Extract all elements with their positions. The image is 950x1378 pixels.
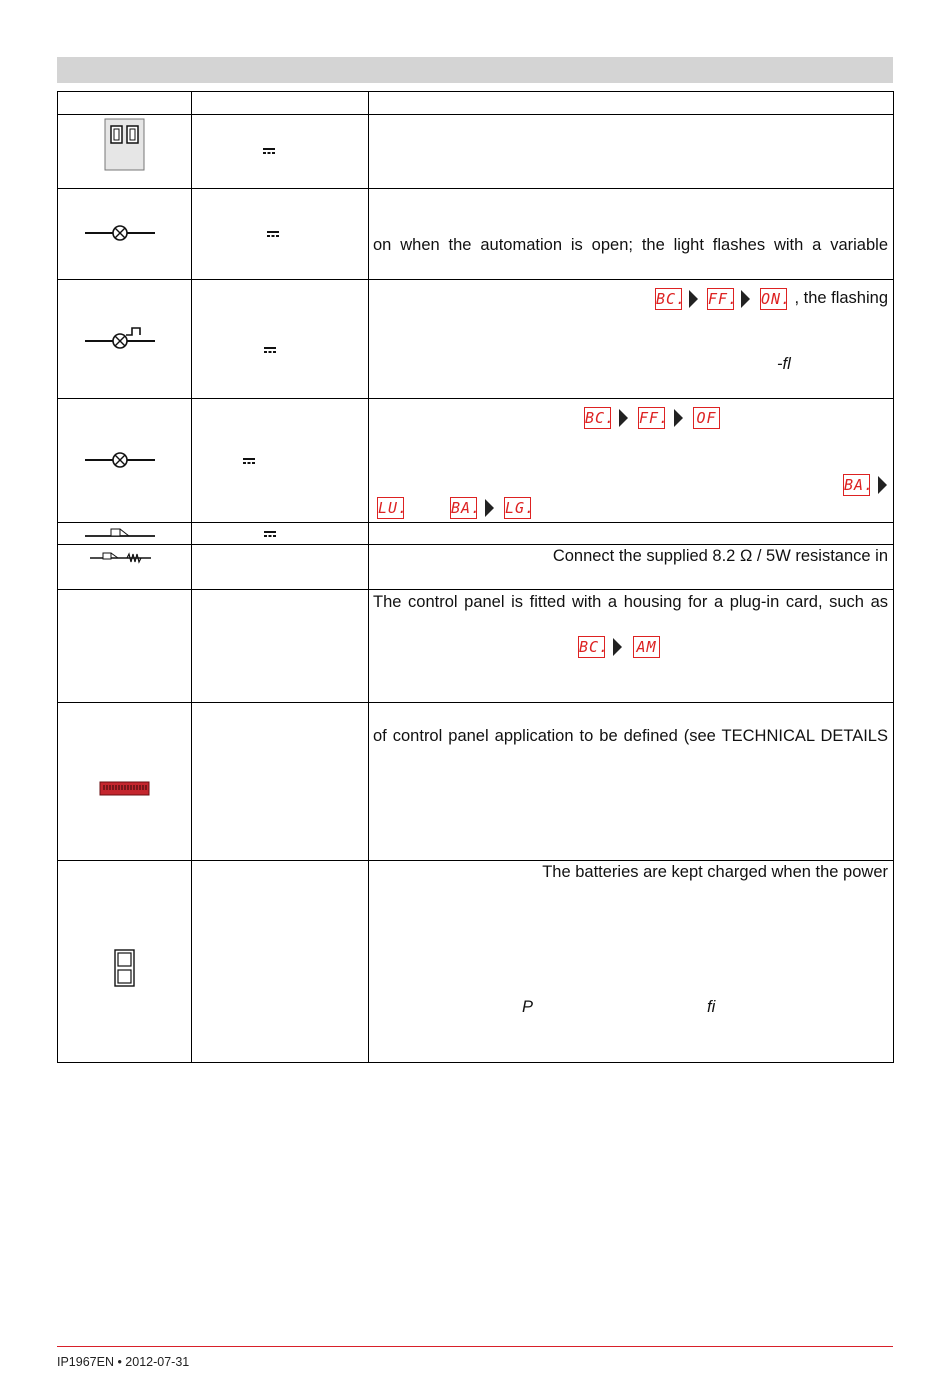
display-code: BC. — [656, 290, 687, 308]
description-text: The control panel is fitted with a housing for a plug-in card, such as — [373, 593, 888, 611]
terminal-cell — [192, 590, 369, 702]
display-code: LU. — [378, 499, 409, 517]
display-code: LG. — [505, 499, 536, 517]
description-fragment: -fl — [777, 355, 791, 373]
description-cell — [369, 545, 893, 589]
table-row — [57, 189, 894, 280]
arrow-right-icon — [689, 290, 698, 308]
table-row — [57, 590, 894, 703]
footer-doc-ref: IP1967EN • 2012-07-31 — [57, 1355, 190, 1369]
safety-edge-symbol-icon — [58, 523, 192, 545]
symbol-cell — [58, 189, 192, 279]
edge-resistor-symbol-icon — [58, 545, 192, 590]
display-code: AM — [633, 636, 660, 658]
display-code: BC. — [585, 409, 616, 427]
table-row — [57, 861, 894, 1063]
terminal-cell — [192, 523, 369, 544]
terminal-cell — [192, 399, 369, 522]
description-cell — [369, 189, 893, 279]
symbol-cell — [58, 590, 192, 702]
table-row — [57, 703, 894, 861]
symbol-cell — [58, 545, 192, 589]
symbol-cell — [58, 523, 192, 544]
table-row — [57, 399, 894, 523]
description-cell — [369, 523, 893, 544]
description-fragment: P — [522, 998, 534, 1016]
battery-connector-icon — [58, 861, 192, 1063]
arrow-right-icon — [613, 638, 622, 656]
terminal-cell — [192, 703, 369, 860]
description-text: Connect the supplied 8.2 Ω / 5W resistance in — [552, 547, 888, 565]
description-text: , the flashing — [794, 289, 888, 307]
symbol-cell — [58, 115, 192, 188]
display-code: ON. — [761, 290, 792, 308]
description-cell — [369, 115, 893, 188]
description-cell — [369, 590, 893, 702]
description-text: The batteries are kept charged when the power — [542, 863, 888, 881]
dc-symbol-icon — [264, 347, 276, 353]
description-fragment: fi — [707, 998, 716, 1016]
arrow-right-icon — [619, 409, 628, 427]
section-header-bar — [57, 57, 893, 83]
terminal-cell — [192, 115, 369, 188]
footer-divider — [57, 1346, 893, 1347]
arrow-right-icon — [485, 499, 494, 517]
terminal-cell — [192, 189, 369, 279]
terminal-cell — [192, 861, 369, 1062]
symbol-cell — [58, 861, 192, 1062]
display-code: BC. — [579, 638, 610, 656]
symbol-cell — [58, 399, 192, 522]
description-text: of control panel application to be defined (see TECHNICAL DETAILS — [373, 727, 888, 745]
display-code: BA. — [451, 499, 482, 517]
description-text: on when the automation is open; the light flashes with a variable — [373, 236, 888, 254]
col-symbol-header — [58, 92, 192, 114]
arrow-right-icon — [741, 290, 750, 308]
terminal-cell — [192, 545, 369, 589]
arrow-right-icon — [674, 409, 683, 427]
display-code: FF. — [708, 290, 739, 308]
col-description-header — [369, 92, 893, 114]
table-row — [57, 545, 894, 590]
symbol-cell — [58, 280, 192, 398]
description-cell — [369, 703, 893, 860]
col-terminal-header — [192, 92, 369, 114]
display-code: FF. — [639, 409, 670, 427]
table-row — [57, 523, 894, 545]
terminal-cell — [192, 280, 369, 398]
description-cell — [369, 861, 893, 1062]
table-header-row — [57, 91, 894, 115]
lamp-symbol-icon — [58, 189, 192, 280]
dc-symbol-icon — [243, 458, 255, 464]
display-code: BA. — [844, 476, 875, 494]
display-code: OF — [693, 407, 720, 429]
dc-symbol-icon — [264, 531, 276, 537]
symbol-cell — [58, 703, 192, 860]
terminal-connector-icon — [105, 119, 145, 171]
dc-symbol-icon — [263, 148, 275, 154]
description-cell — [369, 399, 893, 522]
dc-symbol-icon — [267, 231, 279, 237]
arrow-right-icon — [878, 476, 887, 494]
table-row — [57, 115, 894, 189]
dip-switch-icon — [58, 703, 192, 861]
description-cell — [369, 280, 893, 398]
lamp-symbol-icon — [58, 399, 192, 523]
table-row — [57, 280, 894, 399]
pulse-lamp-symbol-icon — [58, 280, 192, 399]
